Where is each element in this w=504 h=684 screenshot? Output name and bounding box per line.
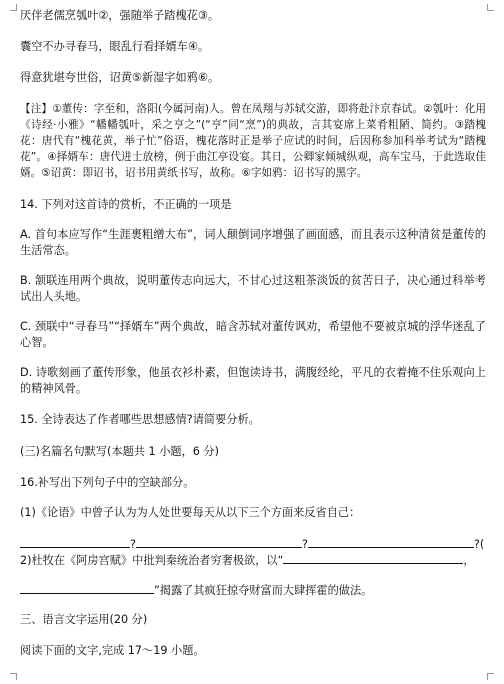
crop-mark-bottom-left xyxy=(10,673,17,680)
crop-mark-top-left xyxy=(10,4,17,11)
question-14-stem: 14. 下列对这首诗的赏析，不正确的一项是 xyxy=(20,198,232,211)
crop-mark-top-right xyxy=(487,4,494,11)
blank-separator: ， xyxy=(463,554,475,567)
answer-blank[interactable] xyxy=(283,551,463,564)
blank-separator: ?( xyxy=(473,538,485,551)
reading-prompt: 阅读下面的文字,完成 17～19 小题。 xyxy=(20,644,205,657)
poem-line: 囊空不办寻春马，眼乱行看择婿车④。 xyxy=(20,40,210,53)
crop-mark-bottom-right xyxy=(487,673,494,680)
answer-blank[interactable] xyxy=(308,535,474,548)
answer-blank[interactable] xyxy=(20,535,130,548)
blank-separator: ? xyxy=(130,538,136,551)
annotation-note: 【注】①董传：字至和，洛阳(今属河南)人。曾在凤翔与苏轼交游，即将赴汴京春试。②瓠叶：化用《诗经·小雅》“幡幡瓠叶，采之亨之”(“亨”同“烹”)的典故，言其宴席上菜肴粗陋、简约。③踏槐花：唐代有“槐花黄，举子忙”俗语，槐花落时正是举子应试的时间，后因称参加科举考试为“踏槐花”。④择婿车：唐代进士放榜，例于曲江亭设宴。其日，公卿家倾城纵观，高车宝马，于此选取佳婿。⑤诏黄：即诏书，诏书用黄纸书写，故称。⑥字如鸦：诏书写的黑字。 xyxy=(20,103,486,179)
poem-line: 厌伴老儒烹瓠叶②，强随举子踏槐花③。 xyxy=(20,9,220,22)
option-c: C. 颈联中“寻春马”“择婿车”两个典故，暗含苏轼对董传讽劝，希望他不要被京城的浮华迷乱了心智。 xyxy=(20,320,486,349)
question-16-2-tail: ”揭露了其疯狂掠夺财富而大肆挥霍的做法。 xyxy=(154,584,373,597)
question-16-2-continued xyxy=(20,581,486,597)
section-2-title: (三)名篇名句默写(本题共 1 小题，6 分) xyxy=(20,445,219,458)
question-16-2: 2)杜牧在《阿房宫赋》中批判秦统治者穷奢极欲，以“ xyxy=(20,554,284,567)
section-3-title: 三、语言文字运用(20 分) xyxy=(20,613,148,626)
poem-line: 得意犹堪夸世俗，诏黄⑤新湿字如鸦⑥。 xyxy=(20,71,220,84)
option-d: D. 诗歌刻画了董传形象，他虽衣衫朴素，但饱读诗书，满腹经纶，平凡的衣着掩不住乐观向上的精神风骨。 xyxy=(20,366,486,395)
question-16-2-row xyxy=(20,551,486,567)
question-16-1: (1)《论语》中曾子认为为人处世要每天从以下三个方面来反省自己： xyxy=(20,506,361,519)
question-16: 16.补写出下列句子中的空缺部分。 xyxy=(20,476,195,489)
option-b: B. 颔联连用两个典故，说明董传志向远大，不甘心过这粗茶淡饭的贫苦日子，决心通过科举考试出人头地。 xyxy=(20,274,486,303)
answer-blank[interactable] xyxy=(136,535,302,548)
answer-blanks-row xyxy=(20,535,486,551)
blank-separator: ? xyxy=(301,538,308,551)
question-15: 15. 全诗表达了作者哪些思想感情?请简要分析。 xyxy=(20,413,260,426)
document-content xyxy=(20,6,486,659)
answer-blank[interactable] xyxy=(20,581,154,594)
option-a: A. 首句本应写作“生涯裹粗缯大布”，词人颠倒词序增强了画面感，而且表示这种清贫是董传的生活常态。 xyxy=(20,228,486,257)
